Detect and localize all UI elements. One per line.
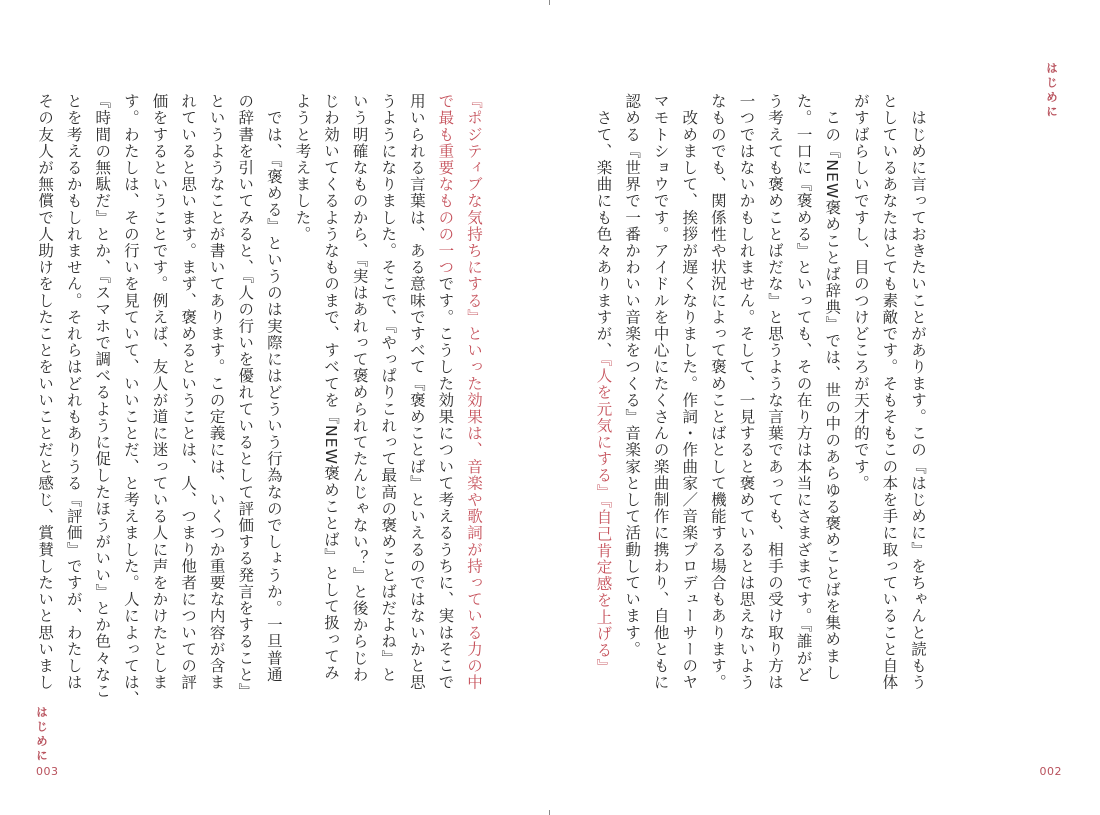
text-run: がすばらしいですし、目のつけどころが天才的です。 <box>851 93 870 492</box>
running-head-right: はじめに <box>1045 62 1059 120</box>
text-run: うようになりました。そこで、『やっぱりこれって最高の褒めことばだよね』と <box>379 93 398 683</box>
text-run: マモトショウです。アイドルを中心にたくさんの楽曲制作に携わり、自他ともに <box>651 93 670 691</box>
text-run: う考えても褒めことばだな』と思うような言葉であっても、相手の受け取り方は <box>766 93 785 691</box>
text-line <box>818 93 847 681</box>
text-run: 改めまして、挨拶が遅くなりました。作詞・作曲家／音楽プロデューサーのヤ <box>680 93 699 691</box>
text-line <box>617 93 646 658</box>
text-line <box>646 93 675 691</box>
highlighted-phrase: で最も重要なものの一つ <box>436 93 455 276</box>
text-line <box>431 93 460 691</box>
text-run: ようと考えました。 <box>293 93 312 243</box>
text-run: では、『褒める』というのは実際にはどういう行為なのでしょうか。一旦普通 <box>264 93 283 683</box>
text-run: さて、楽曲にも色々ありますが、 <box>594 93 613 359</box>
text-line <box>145 93 174 691</box>
text-line <box>789 93 818 683</box>
text-run: 一つではないかもしれません。そして、一見すると褒めているとは思えないよう <box>737 93 756 691</box>
text-line <box>88 93 117 700</box>
highlighted-phrase: 『ポジティブな気持ちにする』といった効果は、音楽や歌詞が持っている力の中 <box>465 93 483 691</box>
text-run: というようなことが書いてあります。この定義には、いくつか重要な内容が含ま <box>207 93 226 691</box>
text-line <box>231 93 260 700</box>
text-run: 認める『世界で一番かわいい音楽をつくる』音楽家として活動しています。 <box>623 93 642 658</box>
highlighted-phrase: 『人を元気にする』『自己肯定感を上げる』 <box>594 358 613 676</box>
text-run: 『時間の無駄だ』とか、『スマホで調べるように促したほうがいい』とか色々なこ <box>93 93 112 700</box>
text-line <box>402 93 431 691</box>
text-line <box>374 93 403 683</box>
body-text-right <box>594 93 932 691</box>
text-run: としているあなたはとても素敵です。そもそもこの本を手に取っていること自体 <box>880 93 899 691</box>
text-line <box>760 93 789 691</box>
text-line <box>288 93 317 653</box>
text-run: はじめに言っておきたいことがあります。この『はじめに』をちゃんと読もう <box>909 93 927 691</box>
text-line <box>675 93 704 691</box>
running-head-left: はじめに <box>35 706 49 764</box>
folio-right: 002 <box>1039 765 1062 778</box>
text-line <box>116 93 145 708</box>
page-002 <box>550 0 1100 815</box>
text-line <box>259 93 288 683</box>
text-run: 用いられる言葉は、ある意味ですべて『褒めことば』といえるのではないかと思 <box>407 93 426 691</box>
text-line <box>903 93 932 691</box>
text-line <box>316 93 345 681</box>
body-text-left <box>18 93 488 708</box>
text-line <box>31 93 60 691</box>
text-line <box>173 93 202 691</box>
text-line <box>732 93 761 691</box>
text-run: の辞書を引いてみると、『人の行いを優れているとして評価する発言をすること』 <box>236 93 255 700</box>
text-line <box>59 93 88 691</box>
text-line <box>345 93 374 683</box>
text-run: です。こうした効果について考えるうちに、実はそこで <box>436 275 455 691</box>
text-run: その友人が無償で人助けをしたことをいいことだと感じ、賞賛したいと思いまし <box>36 93 55 691</box>
text-run: とを考えるかもしれません。それらはどれもありうる『評価』ですが、わたしは <box>64 93 83 691</box>
text-run: じわ効いてくるようなものまで、すべてを『NEW褒めことば』として扱ってみ <box>322 93 341 681</box>
text-line <box>875 93 904 691</box>
text-line <box>202 93 231 691</box>
text-line <box>589 93 618 676</box>
text-run: いう明確なものから、『実はあれって褒められてたんじゃない？』と後からじわ <box>350 93 369 683</box>
text-run: 価をするということです。例えば、友人が道に迷っている人に声をかけたとしま <box>150 93 169 691</box>
text-run: た。一口に『褒める』といっても、その在り方は本当にさまざまです。『誰がど <box>794 93 813 683</box>
folio-left: 003 <box>36 765 59 778</box>
text-line <box>846 93 875 653</box>
text-line <box>703 93 732 691</box>
text-run: れていると思います。まず、褒めるということは、人、つまり他者についての評 <box>179 93 198 691</box>
text-run: この『NEW褒めことば辞典』では、世の中のあらゆる褒めことばを集めまし <box>823 93 842 681</box>
text-run: す。わたしは、その行いを見ていて、いいことだ、と考えました。人によっては、 <box>121 93 140 708</box>
text-run: なものでも、関係性や状況によって褒めことばとして機能する場合もあります。 <box>708 93 727 691</box>
text-line <box>459 93 488 691</box>
